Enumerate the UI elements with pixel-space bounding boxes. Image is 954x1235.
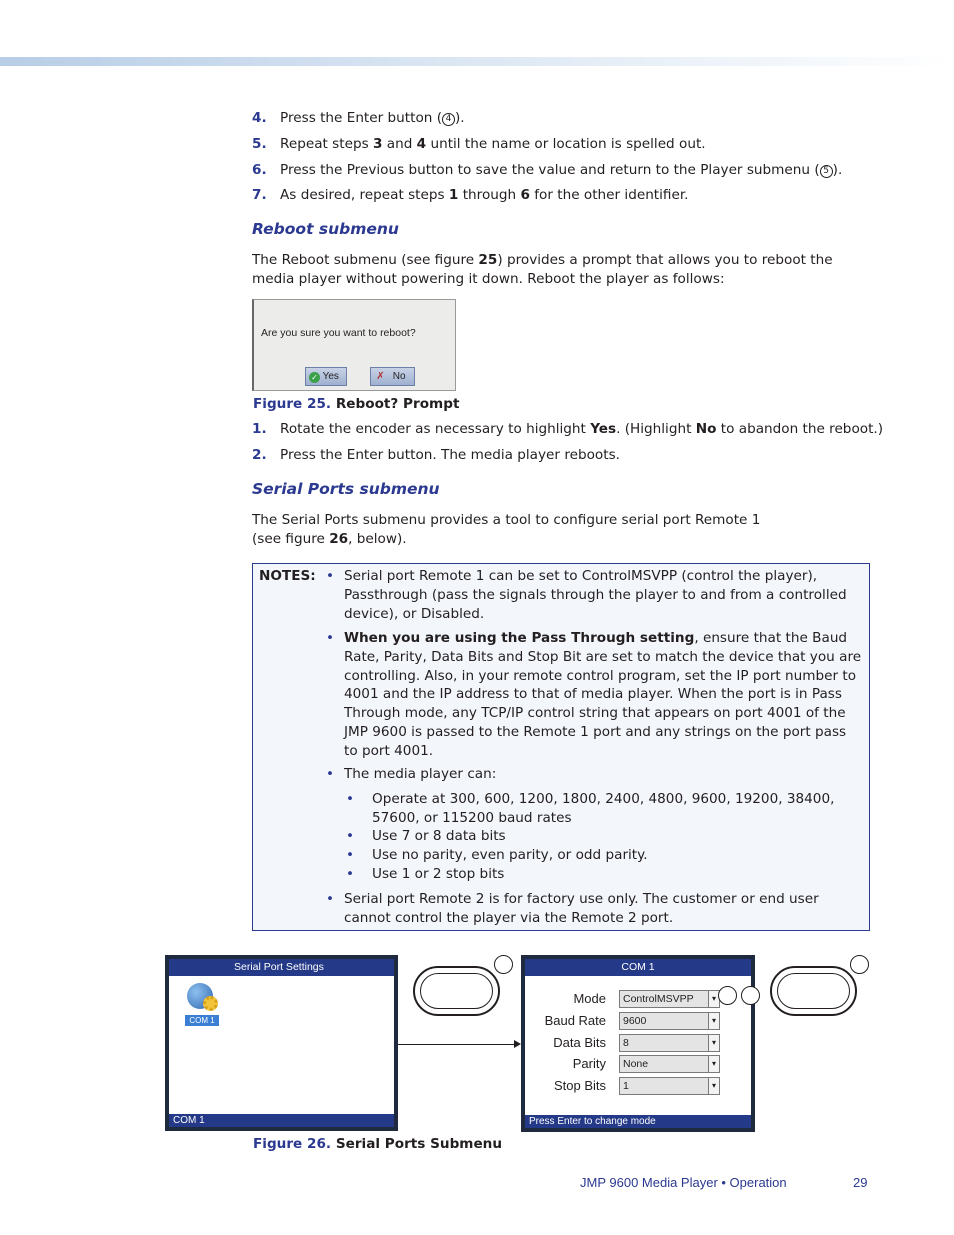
yes-label: Yes bbox=[322, 371, 339, 382]
baud-rate-field[interactable] bbox=[525, 1012, 751, 1032]
para-text: The Reboot submenu (see figure bbox=[252, 252, 479, 268]
step-bold: 6 bbox=[520, 187, 530, 203]
mode-field[interactable] bbox=[525, 990, 751, 1010]
cancel-icon: ✗ bbox=[376, 371, 385, 382]
step-text bbox=[280, 108, 465, 128]
com1-screen bbox=[521, 955, 755, 1132]
callout-circle-icon bbox=[718, 986, 737, 1005]
step-text-part: until the name or location is spelled out. bbox=[426, 136, 706, 152]
step-text-part: Press the Enter button ( bbox=[280, 110, 442, 126]
sub-bullet bbox=[346, 846, 862, 865]
para-text: ) provides a prompt that allows you to reboot the media player without powering it down. Reboot the player as follows: bbox=[252, 252, 833, 287]
screen-title: COM 1 bbox=[525, 959, 751, 976]
step-text bbox=[280, 185, 689, 205]
screen-status: COM 1 bbox=[169, 1114, 394, 1127]
field-label: Stop Bits bbox=[553, 1078, 606, 1093]
sub-bullet-text: Use 7 or 8 data bits bbox=[372, 828, 506, 844]
callout-circle-icon bbox=[850, 955, 869, 974]
para-bold: 25 bbox=[478, 252, 498, 268]
no-button[interactable] bbox=[370, 367, 415, 386]
mode-select[interactable] bbox=[619, 990, 720, 1008]
figure-title: Serial Ports Submenu bbox=[335, 1136, 503, 1152]
para-text: , below). bbox=[348, 531, 407, 547]
callout-circle-icon bbox=[494, 955, 513, 974]
step-text-part: Repeat steps bbox=[280, 136, 373, 152]
step-text: Press the Enter button. The media player reboots. bbox=[280, 447, 620, 463]
parity-field[interactable] bbox=[525, 1055, 751, 1075]
bullet-icon: • bbox=[346, 828, 355, 844]
dropdown-arrow-icon: ▾ bbox=[708, 1078, 719, 1094]
header-bar bbox=[0, 57, 954, 66]
bullet-icon: • bbox=[326, 630, 335, 646]
step-number: 5. bbox=[252, 136, 267, 152]
reboot-dialog bbox=[252, 299, 456, 391]
dropdown-arrow-icon: ▾ bbox=[708, 991, 719, 1007]
footer-product: JMP 9600 Media Player • Operation bbox=[580, 1175, 787, 1190]
bullet-icon: • bbox=[326, 891, 335, 907]
baud-rate-select[interactable] bbox=[619, 1012, 720, 1030]
arrow-head-icon bbox=[514, 1040, 521, 1048]
note-text: , ensure that the Baud Rate, Parity, Data Bits and Stop Bit are set to match the device that you are controlling. Also, in your remote control program, set the IP port number to 4001 and the IP address to that of media player. When the port is in Pass Through mode, any TCP/IP control string that appears on port 4001 of the JMP 9600 is passed to the Remote 1 port and any strings on the port pass to port 4001. bbox=[344, 630, 862, 759]
step-number: 1. bbox=[252, 421, 267, 437]
field-value: 9600 bbox=[623, 1015, 647, 1027]
para-bold: 26 bbox=[329, 531, 349, 547]
notes-box bbox=[252, 563, 870, 931]
step-number: 7. bbox=[252, 187, 267, 203]
note-text: Serial port Remote 1 can be set to ControlMSVPP (control the player), Passthrough (pass the signals through the player to and from a controlled device), or Disabled. bbox=[344, 568, 847, 622]
step-number: 2. bbox=[252, 447, 267, 463]
com1-icon-label: COM 1 bbox=[185, 1015, 219, 1026]
figure-26-caption bbox=[253, 1136, 502, 1152]
step-text-part: and bbox=[382, 136, 417, 152]
para-text: (see figure bbox=[252, 531, 330, 547]
step-text-part: through bbox=[458, 187, 521, 203]
serial-port-icon[interactable] bbox=[185, 983, 219, 1013]
dialog-question: Are you sure you want to reboot? bbox=[261, 327, 416, 339]
bullet-icon: • bbox=[346, 866, 355, 882]
step-text-part: As desired, repeat steps bbox=[280, 187, 449, 203]
field-value: 8 bbox=[623, 1037, 629, 1049]
note-text: The media player can: bbox=[344, 766, 497, 782]
sub-bullet bbox=[346, 827, 862, 846]
step-text-part: . (Highlight bbox=[616, 421, 696, 437]
sub-bullet bbox=[346, 865, 862, 884]
field-label: Parity bbox=[572, 1056, 606, 1071]
button-inner-ring bbox=[777, 973, 850, 1009]
step-number: 6. bbox=[252, 162, 267, 178]
bullet-icon: • bbox=[326, 766, 335, 782]
previous-button[interactable] bbox=[770, 966, 857, 1016]
screen-status: Press Enter to change mode bbox=[525, 1115, 751, 1128]
serial-port-settings-screen bbox=[165, 955, 398, 1131]
bullet-icon: • bbox=[346, 791, 355, 807]
notes-label: NOTES: bbox=[259, 568, 316, 584]
callout-number-icon: 4 bbox=[442, 113, 455, 126]
dropdown-arrow-icon: ▾ bbox=[708, 1056, 719, 1072]
note-item bbox=[326, 629, 864, 761]
step-text-part: Press the Previous button to save the value and return to the Player submenu ( bbox=[280, 162, 820, 178]
step-text-part: to abandon the reboot.) bbox=[716, 421, 884, 437]
para-line: The Serial Ports submenu provides a tool to configure serial port Remote 1 bbox=[252, 512, 761, 528]
note-bold: When you are using the Pass Through setting bbox=[344, 630, 695, 646]
step-text-part: Rotate the encoder as necessary to highlight bbox=[280, 421, 591, 437]
callout-circle-icon bbox=[741, 986, 760, 1005]
figure-25-caption bbox=[253, 396, 459, 412]
dropdown-arrow-icon: ▾ bbox=[708, 1035, 719, 1051]
screen-title: Serial Port Settings bbox=[169, 959, 394, 976]
sub-bullet-text: Use 1 or 2 stop bits bbox=[372, 866, 505, 882]
field-value: ControlMSVPP bbox=[623, 993, 694, 1005]
parity-select[interactable] bbox=[619, 1055, 720, 1073]
data-bits-select[interactable] bbox=[619, 1034, 720, 1052]
note-text: Serial port Remote 2 is for factory use only. The customer or end user cannot control the player via the Remote 2 port. bbox=[344, 891, 819, 926]
field-label: Data Bits bbox=[553, 1035, 606, 1050]
sub-bullet-text: Use no parity, even parity, or odd parity. bbox=[372, 847, 648, 863]
step-bold: Yes bbox=[590, 421, 617, 437]
note-item bbox=[326, 567, 864, 623]
note-item bbox=[326, 765, 864, 784]
bullet-icon: • bbox=[326, 568, 335, 584]
field-value: 1 bbox=[623, 1080, 629, 1092]
step-text-part: for the other identifier. bbox=[529, 187, 689, 203]
step-text-part: ). bbox=[455, 110, 465, 126]
arrow-connector bbox=[398, 1044, 516, 1045]
callout-number-icon: 5 bbox=[820, 165, 833, 178]
para-line bbox=[252, 530, 872, 549]
step-text bbox=[280, 419, 883, 439]
page-number: 29 bbox=[853, 1175, 868, 1190]
no-label: No bbox=[392, 371, 406, 382]
step-text-part: ). bbox=[832, 162, 843, 178]
gear-icon bbox=[203, 996, 218, 1011]
step-number: 4. bbox=[252, 110, 267, 126]
step-bold: 4 bbox=[416, 136, 427, 152]
step-text bbox=[280, 134, 706, 154]
yes-button[interactable] bbox=[305, 367, 347, 386]
reboot-paragraph bbox=[252, 251, 872, 289]
figure-label: Figure 26. bbox=[253, 1136, 332, 1152]
sub-bullet bbox=[346, 790, 862, 828]
serial-heading: Serial Ports submenu bbox=[252, 480, 440, 498]
data-bits-field[interactable] bbox=[525, 1034, 751, 1054]
step-bold: No bbox=[695, 421, 717, 437]
figure-label: Figure 25. bbox=[253, 396, 332, 412]
bullet-icon: • bbox=[346, 847, 355, 863]
field-value: None bbox=[623, 1058, 649, 1070]
button-inner-ring bbox=[420, 973, 493, 1009]
figure-title: Reboot? Prompt bbox=[335, 396, 460, 412]
field-label: Mode bbox=[573, 991, 606, 1006]
step-bold: 3 bbox=[372, 136, 383, 152]
enter-button[interactable] bbox=[413, 966, 500, 1016]
step-bold: 1 bbox=[448, 187, 459, 203]
check-icon: ✓ bbox=[309, 372, 320, 383]
stop-bits-select[interactable] bbox=[619, 1077, 720, 1095]
step-text bbox=[280, 160, 842, 180]
reboot-heading: Reboot submenu bbox=[252, 220, 399, 238]
serial-paragraph bbox=[252, 511, 872, 549]
sub-bullet-text: Operate at 300, 600, 1200, 1800, 2400, 4800, 9600, 19200, 38400, 57600, or 115200 baud rates bbox=[372, 791, 835, 826]
field-label: Baud Rate bbox=[544, 1013, 606, 1028]
stop-bits-field[interactable] bbox=[525, 1077, 751, 1097]
note-item bbox=[326, 890, 864, 928]
dropdown-arrow-icon: ▾ bbox=[708, 1013, 719, 1029]
